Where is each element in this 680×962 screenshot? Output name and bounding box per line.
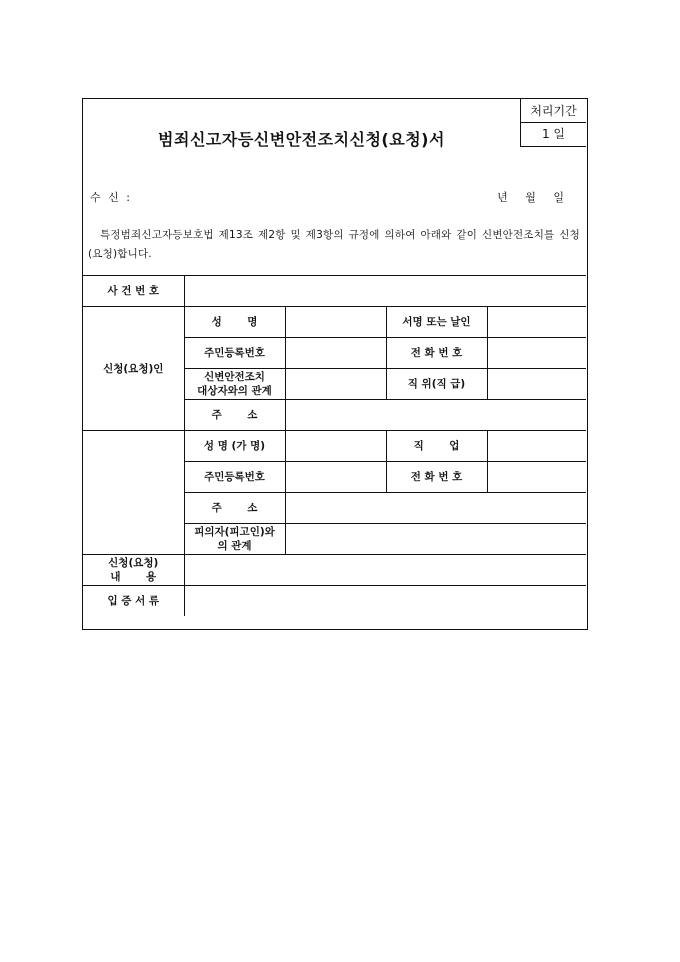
applicant-name-field[interactable] bbox=[285, 307, 386, 338]
applicant-name-label: 성 명 bbox=[184, 307, 285, 338]
position-label: 직 위(직 급) bbox=[386, 369, 487, 400]
form-title: 범죄신고자등신변안전조치신청(요청)서 bbox=[158, 130, 445, 149]
suspect-relation-line1: 피의자(피고인)와 bbox=[194, 526, 275, 538]
request-content-label bbox=[83, 555, 184, 586]
signature-label: 서명 또는 날인 bbox=[386, 307, 487, 338]
suspect-relation-field[interactable] bbox=[285, 524, 586, 555]
date-field: 년 월 일 bbox=[497, 191, 564, 204]
subject-address-field[interactable] bbox=[285, 493, 586, 524]
subject-rrn-field[interactable] bbox=[285, 462, 386, 493]
subject-phone-label: 전 화 번 호 bbox=[386, 462, 487, 493]
relation-field[interactable] bbox=[285, 369, 386, 400]
relation-label bbox=[184, 369, 285, 400]
applicant-section-label: 신청(요청)인 bbox=[83, 307, 184, 431]
evidence-label: 입 증 서 류 bbox=[83, 586, 184, 617]
evidence-field[interactable] bbox=[184, 586, 586, 617]
subject-phone-field[interactable] bbox=[487, 462, 586, 493]
statement-text: 특정범죄신고자등보호법 제13조 제2항 및 제3항의 규정에 의하여 아래와 같이 신변안전조치를 신청(요청)합니다. bbox=[88, 229, 580, 260]
processing-period-box bbox=[520, 99, 586, 147]
occupation-field[interactable] bbox=[487, 431, 586, 462]
position-field[interactable] bbox=[487, 369, 586, 400]
processing-period-label: 처리기간 bbox=[521, 99, 586, 123]
applicant-phone-label: 전 화 번 호 bbox=[386, 338, 487, 369]
relation-label-line1: 신변안전조치 bbox=[204, 371, 265, 383]
subject-name-label: 성 명 (가 명) bbox=[184, 431, 285, 462]
application-table bbox=[83, 275, 586, 616]
processing-period-value: 1 일 bbox=[541, 127, 566, 141]
application-form bbox=[82, 98, 588, 630]
applicant-address-label: 주 소 bbox=[184, 400, 285, 431]
request-content-field[interactable] bbox=[184, 555, 586, 586]
applicant-phone-field[interactable] bbox=[487, 338, 586, 369]
request-content-line1: 신청(요청) bbox=[108, 557, 159, 569]
request-content-line2: 내 용 bbox=[110, 571, 157, 583]
case-number-label: 사 건 번 호 bbox=[83, 276, 184, 307]
occupation-label: 직 업 bbox=[386, 431, 487, 462]
applicant-rrn-label: 주민등록번호 bbox=[184, 338, 285, 369]
applicant-address-field[interactable] bbox=[285, 400, 586, 431]
subject-name-field[interactable] bbox=[285, 431, 386, 462]
applicant-rrn-field[interactable] bbox=[285, 338, 386, 369]
subject-rrn-label: 주민등록번호 bbox=[184, 462, 285, 493]
relation-label-line2: 대상자와의 관계 bbox=[197, 385, 272, 397]
suspect-relation-line2: 의 관계 bbox=[217, 540, 252, 552]
subject-section-label bbox=[83, 431, 184, 555]
subject-address-label: 주 소 bbox=[184, 493, 285, 524]
form-header bbox=[83, 99, 586, 275]
signature-field[interactable] bbox=[487, 307, 586, 338]
case-number-field[interactable] bbox=[184, 276, 586, 307]
recipient-label: 수 신 : bbox=[90, 191, 132, 204]
suspect-relation-label bbox=[184, 524, 285, 555]
